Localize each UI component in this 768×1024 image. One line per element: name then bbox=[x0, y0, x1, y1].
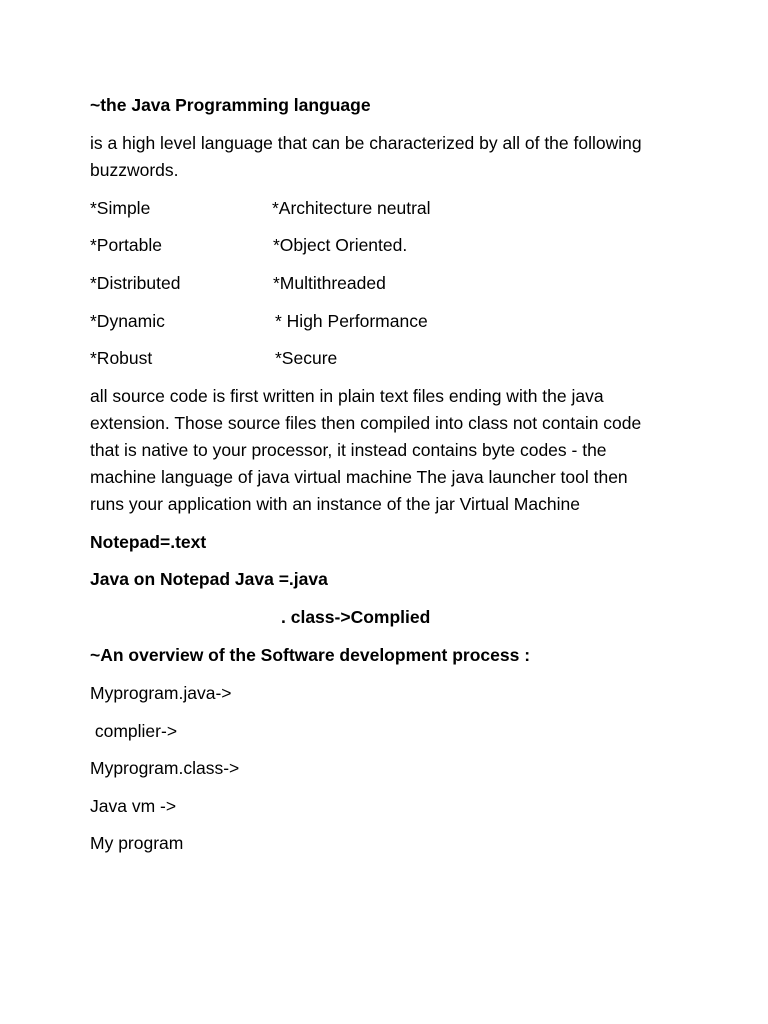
buzzword-left: *Distributed bbox=[90, 273, 181, 293]
intro-line-1: is a high level language that can be characterized by all of the following bbox=[90, 133, 642, 153]
process-step: Java vm -> bbox=[90, 796, 177, 816]
buzzword-left: *Simple bbox=[90, 198, 151, 218]
paragraph-line: all source code is first written in plain text files ending with the java bbox=[90, 386, 604, 406]
buzzword-right: * High Performance bbox=[275, 311, 428, 331]
paragraph-line: that is native to your processor, it instead contains byte codes - the bbox=[90, 440, 607, 460]
buzzword-right: *Secure bbox=[275, 348, 338, 368]
overview-heading: ~An overview of the Software development process : bbox=[90, 645, 531, 665]
intro-line-2: buzzwords. bbox=[90, 160, 179, 180]
page-heading: ~the Java Programming language bbox=[90, 95, 371, 115]
process-step: Myprogram.java-> bbox=[90, 683, 232, 703]
java-extension-line: Java on Notepad Java =.java bbox=[90, 569, 328, 589]
buzzword-right: *Architecture neutral bbox=[272, 198, 431, 218]
buzzword-left: *Robust bbox=[90, 348, 153, 368]
notepad-line: Notepad=.text bbox=[90, 532, 207, 552]
paragraph-line: machine language of java virtual machine The java launcher tool then bbox=[90, 467, 628, 487]
paragraph-line: extension. Those source files then compiled into class not contain code bbox=[90, 413, 642, 433]
paragraph-line: runs your application with an instance of the jar Virtual Machine bbox=[90, 494, 580, 514]
process-step: complier-> bbox=[90, 721, 178, 741]
class-compiled-line: . class->Complied bbox=[281, 607, 431, 627]
buzzword-right: *Multithreaded bbox=[273, 273, 386, 293]
buzzword-left: *Portable bbox=[90, 235, 162, 255]
process-step: Myprogram.class-> bbox=[90, 758, 240, 778]
buzzword-left: *Dynamic bbox=[90, 311, 165, 331]
process-step: My program bbox=[90, 833, 184, 853]
buzzword-right: *Object Oriented. bbox=[273, 235, 408, 255]
